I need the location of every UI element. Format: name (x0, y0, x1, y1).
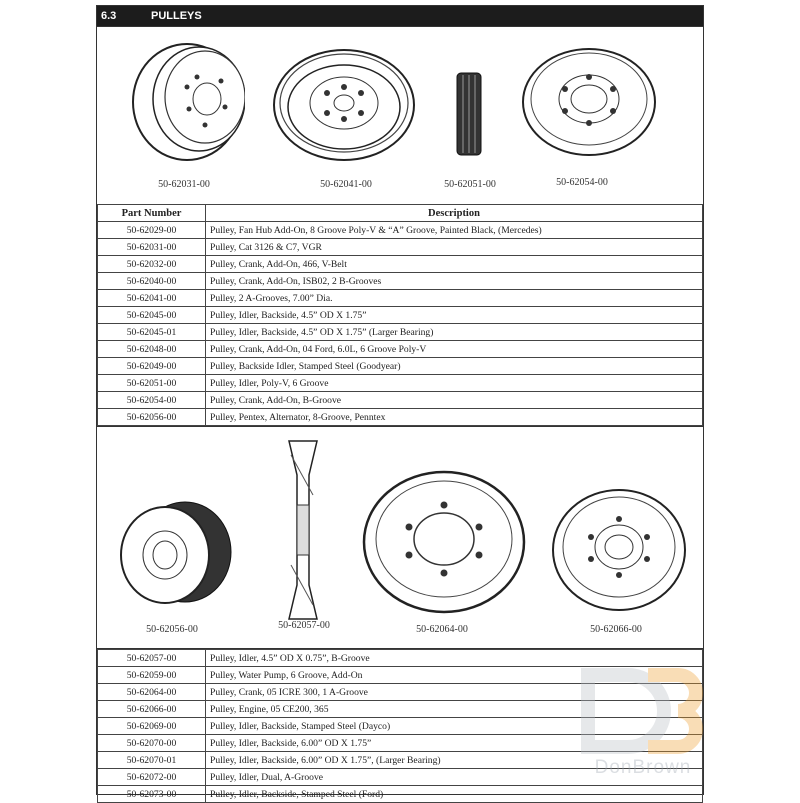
column-header-description: Description (206, 205, 703, 222)
part-number: 50-62059-00 (98, 667, 206, 684)
part-number: 50-62070-01 (98, 752, 206, 769)
part-number: 50-62066-00 (98, 701, 206, 718)
part-number: 50-62031-00 (98, 239, 206, 256)
description: Pulley, Pentex, Alternator, 8-Groove, Penntex (206, 409, 703, 426)
watermark-text: DonBrown (594, 757, 692, 778)
pulley-crank-large-icon (359, 467, 529, 617)
part-number: 50-62045-01 (98, 324, 206, 341)
part-number: 50-62057-00 (98, 650, 206, 667)
table-header-row (98, 205, 703, 222)
description: Pulley, Idler, Backside, Stamped Steel (Dayco) (206, 718, 703, 735)
part-number: 50-62041-00 (98, 290, 206, 307)
description: Pulley, Idler, Backside, 6.00” OD X 1.75” (206, 735, 703, 752)
figure-label: 50-62057-00 (278, 620, 330, 631)
description: Pulley, 2 A-Grooves, 7.00” Dia. (206, 290, 703, 307)
description: Pulley, Water Pump, 6 Groove, Add-On (206, 667, 703, 684)
table-row (98, 222, 703, 239)
table-row (98, 290, 703, 307)
pulley-deep-cup-icon (125, 37, 245, 167)
part-number: 50-62070-00 (98, 735, 206, 752)
description: Pulley, Backside Idler, Stamped Steel (Goodyear) (206, 358, 703, 375)
table-row (98, 324, 703, 341)
part-number: 50-62040-00 (98, 273, 206, 290)
table-row (98, 375, 703, 392)
pulley-cross-section-icon (283, 435, 323, 625)
part-number: 50-62072-00 (98, 769, 206, 786)
part-number: 50-62045-00 (98, 307, 206, 324)
description: Pulley, Idler, Backside, 6.00” OD X 1.75”, (Larger Bearing) (206, 752, 703, 769)
description: Pulley, Fan Hub Add-On, 8 Groove Poly-V & “A” Groove, Painted Black, (Mercedes) (206, 222, 703, 239)
figure-label: 50-62066-00 (590, 624, 642, 635)
pulley-alternator-icon (115, 497, 235, 607)
table-row (98, 341, 703, 358)
db-logo-icon (578, 665, 708, 760)
description: Pulley, Idler, Backside, 4.5” OD X 1.75” (206, 307, 703, 324)
description: Pulley, Idler, Dual, A-Groove (206, 769, 703, 786)
description: Pulley, Crank, Add-On, B-Groove (206, 392, 703, 409)
table-row (98, 273, 703, 290)
section-header (97, 6, 703, 26)
part-number: 50-62054-00 (98, 392, 206, 409)
figure-label: 50-62031-00 (158, 179, 210, 190)
parts-table-top (97, 204, 703, 426)
figure-row-top (97, 26, 703, 204)
description: Pulley, Crank, 05 ICRE 300, 1 A-Groove (206, 684, 703, 701)
table-row (98, 650, 703, 667)
figure-label: 50-62064-00 (416, 624, 468, 635)
part-number: 50-62056-00 (98, 409, 206, 426)
description: Pulley, Idler, Poly-V, 6 Groove (206, 375, 703, 392)
table-row (98, 392, 703, 409)
part-number: 50-62064-00 (98, 684, 206, 701)
table-row (98, 358, 703, 375)
figure-label: 50-62041-00 (320, 179, 372, 190)
column-header-part-number: Part Number (98, 205, 206, 222)
table-row (98, 307, 703, 324)
pulley-engine-icon (549, 485, 689, 615)
part-number: 50-62029-00 (98, 222, 206, 239)
table-row (98, 409, 703, 426)
section-title: PULLEYS (151, 10, 202, 22)
description: Pulley, Idler, Backside, Stamped Steel (Ford) (206, 786, 703, 803)
pulley-flat-ring-icon (519, 45, 659, 160)
description: Pulley, Crank, Add-On, 04 Ford, 6.0L, 6 Groove Poly-V (206, 341, 703, 358)
description: Pulley, Idler, 4.5” OD X 0.75”, B-Groove (206, 650, 703, 667)
figure-label: 50-62054-00 (556, 177, 608, 188)
description: Pulley, Cat 3126 & C7, VGR (206, 239, 703, 256)
description: Pulley, Idler, Backside, 4.5” OD X 1.75” (Larger Bearing) (206, 324, 703, 341)
watermark-logo (578, 665, 708, 785)
table-row (98, 256, 703, 273)
section-number: 6.3 (101, 10, 117, 22)
figure-label: 50-62056-00 (146, 624, 198, 635)
part-number: 50-62073-00 (98, 786, 206, 803)
pulley-poly-v-icon (449, 69, 489, 159)
description: Pulley, Crank, Add-On, 466, V-Belt (206, 256, 703, 273)
pulley-double-groove-icon (269, 45, 419, 165)
table-row (98, 239, 703, 256)
description: Pulley, Crank, Add-On, ISB02, 2 B-Grooves (206, 273, 703, 290)
part-number: 50-62069-00 (98, 718, 206, 735)
part-number: 50-62049-00 (98, 358, 206, 375)
part-number: 50-62048-00 (98, 341, 206, 358)
part-number: 50-62032-00 (98, 256, 206, 273)
figure-row-bottom (97, 426, 703, 649)
description: Pulley, Engine, 05 CE200, 365 (206, 701, 703, 718)
figure-label: 50-62051-00 (444, 179, 496, 190)
part-number: 50-62051-00 (98, 375, 206, 392)
